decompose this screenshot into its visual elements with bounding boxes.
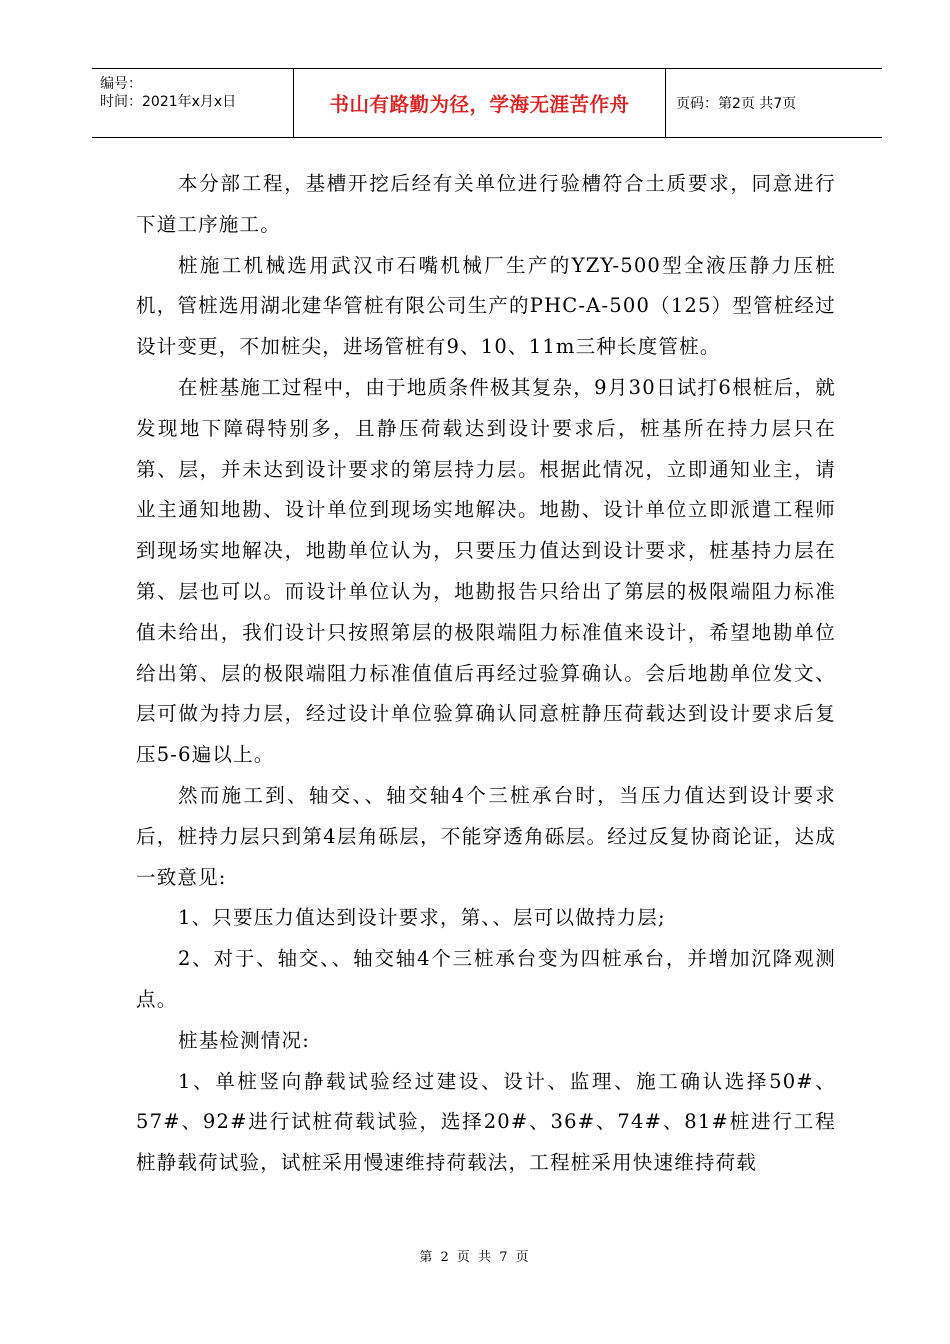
paragraph: 桩基检测情况: bbox=[178, 1028, 310, 1052]
document-body bbox=[136, 164, 836, 1184]
paragraph: 本分部工程，基槽开挖后经有关单位进行验槽符合土质要求，同意进行下道工序施工。 bbox=[136, 172, 836, 236]
paragraph: 在桩基施工过程中，由于地质条件极其复杂，9月30日试打6根桩后，就发现地下障碍特别多，且静压荷载达到设计要求后，桩基所在持力层只在第、层，并未达到设计要求的第层持力层。根据此情况，立即通知业主，请业主通知地勘、设计单位到现场实地解决。地勘、设计单位立即派遣工程师到现场实地解决，地勘单位认为，只要压力值达到设计要求，桩基持力层在第、层也可以。而设计单位认为，地勘报告只给出了第层的极限端阻力标准值未给出，我们设计只按照第层的极限端阻力标准值来设计，希望地勘单位给出第、层的极限端阻力标准值值后再经过验算确认。会后地勘单位发文、层可做为持力层，经过设计单位验算确认同意桩静压荷载达到设计要求后复压5-6遍以上。 bbox=[136, 375, 836, 767]
paragraph: 1、单桩竖向静载试验经过建设、设计、监理、施工确认选择50#、57#、92#进行试桩荷载试验，选择20#、36#、74#、81#桩进行工程桩静载荷试验，试桩采用慢速维持荷载法，工程桩采用快速维持荷载 bbox=[136, 1069, 836, 1175]
page-footer: 第 2 页 共 7 页 bbox=[419, 1250, 531, 1265]
page-header bbox=[92, 68, 882, 138]
paragraph: 1、只要压力值达到设计要求，第、、层可以做持力层; bbox=[178, 906, 666, 930]
document-time-label: 时间：2021年x月x日 bbox=[100, 94, 237, 110]
header-page-number: 页码：第2页 共7页 bbox=[676, 96, 797, 112]
document-number-label: 编号： bbox=[100, 76, 142, 92]
header-motto: 书山有路勤为径，学海无涯苦作舟 bbox=[294, 69, 666, 137]
paragraph: 然而施工到、轴交、、轴交轴4个三桩承台时，当压力值达到设计要求后，桩持力层只到第4层角砾层，不能穿透角砾层。经过反复协商论证，达成一致意见: bbox=[136, 783, 836, 889]
paragraph: 2、对于、轴交、、轴交轴4个三桩承台变为四桩承台，并增加沉降观测点。 bbox=[136, 947, 836, 1011]
header-meta bbox=[92, 69, 294, 137]
paragraph: 桩施工机械选用武汉市石嘴机械厂生产的YZY-500型全液压静力压桩机，管桩选用湖北建华管桩有限公司生产的PHC-A-500（125）型管桩经过设计变更，不加桩尖，进场管桩有9、10、11m三种长度管桩。 bbox=[136, 253, 836, 359]
